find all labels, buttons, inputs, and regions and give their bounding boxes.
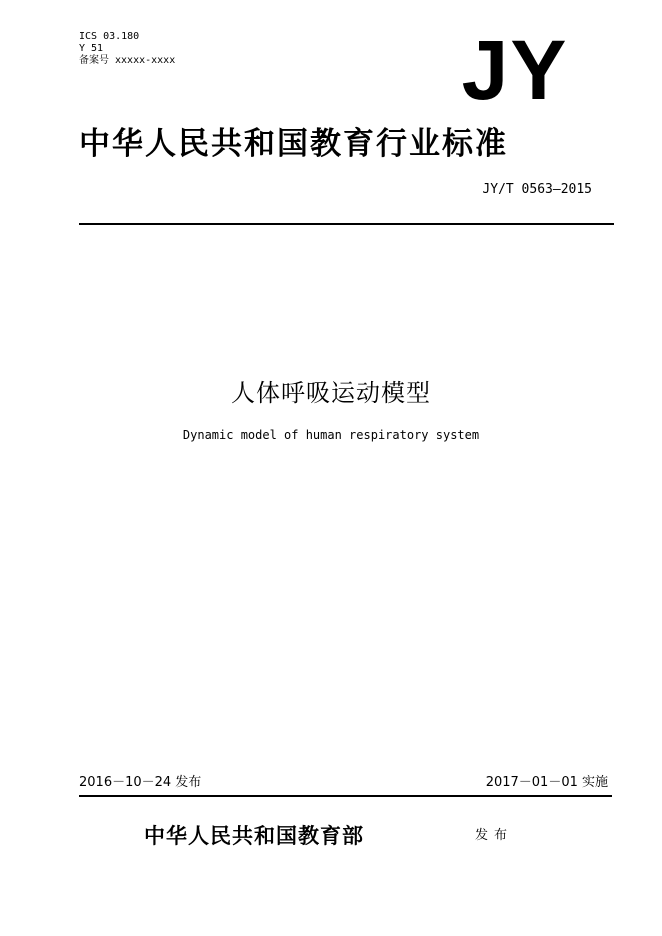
document-title-english: Dynamic model of human respiratory system <box>182 428 480 442</box>
ics-code: ICS 03.180 <box>79 31 140 42</box>
issue-action: 发布 <box>475 828 514 843</box>
filing-number: 备案号 xxxxx-xxxx <box>79 55 176 66</box>
jy-logo: JY <box>461 23 569 117</box>
implementation-date: 2017－01－01 实施 <box>485 775 608 790</box>
issue-date: 2016－10－24 发布 <box>79 775 202 790</box>
issuing-authority: 中华人民共和国教育部 <box>144 824 364 848</box>
classification-code: Y 51 <box>79 43 104 54</box>
standard-org-title: 中华人民共和国教育行业标准 <box>79 126 508 162</box>
standard-number: JY/T 0563—2015 <box>482 182 592 197</box>
document-title-chinese: 人体呼吸运动模型 <box>231 379 431 407</box>
bottom-divider <box>79 795 612 797</box>
top-divider <box>79 223 614 225</box>
